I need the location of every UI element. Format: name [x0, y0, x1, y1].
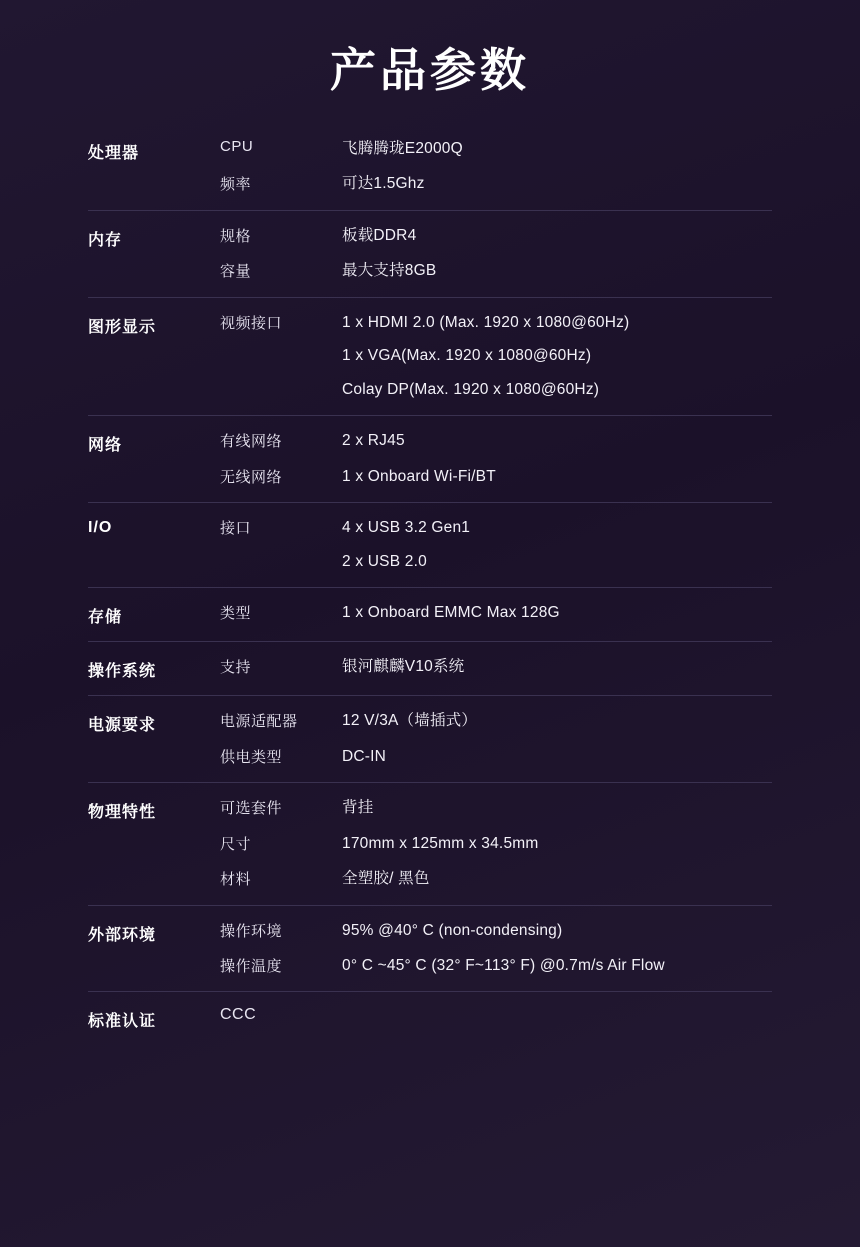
spec-label: 规格 [220, 227, 252, 245]
spec-value-line: 可达1.5Ghz [342, 175, 425, 193]
spec-value [342, 868, 772, 890]
spec-pair [220, 797, 772, 819]
table-row [88, 695, 772, 782]
table-row [88, 124, 772, 210]
spec-pairs [220, 602, 772, 624]
spec-value-line: 背挂 [342, 799, 374, 817]
spec-label: 材料 [220, 871, 252, 889]
spec-pairs [220, 225, 772, 283]
spec-pair [220, 312, 772, 401]
table-row [88, 991, 772, 1045]
spec-label: CCC [220, 1006, 257, 1024]
spec-label: 类型 [220, 605, 252, 623]
spec-pairs [220, 797, 772, 890]
spec-value [342, 138, 772, 160]
spec-value-line: 1 x Onboard EMMC Max 128G [342, 604, 560, 622]
spec-pair [220, 710, 772, 732]
spec-value-line: 板载DDR4 [342, 226, 417, 244]
spec-pair [220, 746, 772, 768]
spec-value [342, 517, 772, 573]
spec-label: 操作环境 [220, 922, 283, 940]
spec-pair [220, 466, 772, 488]
spec-pairs [220, 656, 772, 678]
spec-value-line: 4 x USB 3.2 Gen1 [342, 519, 471, 537]
spec-category: 存储 [88, 609, 123, 627]
spec-value [342, 710, 772, 732]
spec-value [342, 430, 772, 452]
spec-pair [220, 833, 772, 855]
spec-pair [220, 260, 772, 282]
spec-label: 频率 [220, 176, 252, 194]
table-row [88, 782, 772, 904]
spec-label: 容量 [220, 263, 252, 281]
spec-category: 物理特性 [88, 804, 157, 822]
spec-pair [220, 955, 772, 977]
spec-label: 供电类型 [220, 748, 283, 766]
spec-pair [220, 1006, 772, 1024]
spec-value [342, 746, 772, 768]
spec-label: 有线网络 [220, 433, 283, 451]
spec-label: 电源适配器 [220, 713, 298, 731]
spec-category: I/O [88, 519, 113, 537]
spec-value-line: 飞腾腾珑E2000Q [342, 140, 463, 157]
spec-category: 图形显示 [88, 318, 157, 336]
spec-pair [220, 225, 772, 247]
spec-value [342, 225, 772, 247]
table-row [88, 502, 772, 587]
table-row [88, 905, 772, 992]
spec-label: 无线网络 [220, 468, 283, 486]
spec-value-line: 95% @40° C (non-condensing) [342, 921, 563, 939]
spec-pair [220, 138, 772, 160]
spec-value [342, 656, 772, 678]
spec-pairs [220, 710, 772, 768]
spec-value-line: 170mm x 125mm x 34.5mm [342, 834, 539, 852]
spec-value-line: 0° C ~45° C (32° F~113° F) @0.7m/s Air Flow [342, 956, 665, 974]
spec-pairs [220, 517, 772, 573]
spec-label: 接口 [220, 520, 252, 538]
spec-value-line: 12 V/3A（墙插式） [342, 712, 478, 730]
spec-category: 外部环境 [88, 926, 157, 944]
spec-value-line: 1 x VGA(Max. 1920 x 1080@60Hz) [342, 347, 592, 365]
spec-value [342, 833, 772, 855]
spec-pairs [220, 312, 772, 401]
spec-value [342, 312, 772, 401]
spec-value-line: 1 x HDMI 2.0 (Max. 1920 x 1080@60Hz) [342, 313, 630, 331]
spec-value [342, 260, 772, 282]
table-row [88, 210, 772, 297]
spec-value-line: 2 x USB 2.0 [342, 552, 427, 570]
spec-pairs [220, 1006, 772, 1024]
spec-pairs [220, 138, 772, 196]
spec-pair [220, 173, 772, 195]
spec-label: 可选套件 [220, 800, 283, 818]
spec-pair [220, 868, 772, 890]
spec-table [88, 124, 772, 1045]
spec-label: 支持 [220, 659, 252, 677]
spec-label: 视频接口 [220, 314, 283, 332]
spec-value-line: DC-IN [342, 747, 387, 765]
page-title: 产品参数 [330, 44, 530, 96]
spec-value [342, 797, 772, 819]
table-row [88, 415, 772, 502]
spec-value-line: 1 x Onboard Wi-Fi/BT [342, 467, 496, 485]
spec-category: 内存 [88, 231, 123, 249]
spec-value [342, 173, 772, 195]
spec-pairs [220, 920, 772, 978]
spec-category: 网络 [88, 437, 123, 455]
spec-category: 电源要求 [88, 717, 157, 735]
spec-category: 标准认证 [88, 1013, 157, 1031]
spec-value-line: 银河麒麟V10系统 [342, 658, 465, 676]
spec-pairs [220, 430, 772, 488]
spec-pair [220, 517, 772, 573]
spec-category: 操作系统 [88, 663, 157, 681]
spec-label: 尺寸 [220, 835, 252, 853]
spec-pair [220, 430, 772, 452]
spec-category: 处理器 [88, 145, 140, 162]
spec-value [342, 466, 772, 488]
spec-value-line: 全塑胶/ 黑色 [342, 870, 430, 888]
spec-value-line: 2 x RJ45 [342, 432, 405, 450]
spec-value-line: Colay DP(Max. 1920 x 1080@60Hz) [342, 380, 600, 398]
table-row [88, 587, 772, 641]
spec-pair [220, 602, 772, 624]
spec-value-line: 最大支持8GB [342, 262, 437, 280]
spec-label: CPU [220, 138, 254, 155]
spec-value [342, 955, 772, 977]
spec-pair [220, 920, 772, 942]
spec-label: 操作温度 [220, 957, 283, 975]
table-row [88, 641, 772, 695]
spec-value [342, 920, 772, 942]
table-row [88, 297, 772, 415]
spec-value [342, 602, 772, 624]
spec-pair [220, 656, 772, 678]
